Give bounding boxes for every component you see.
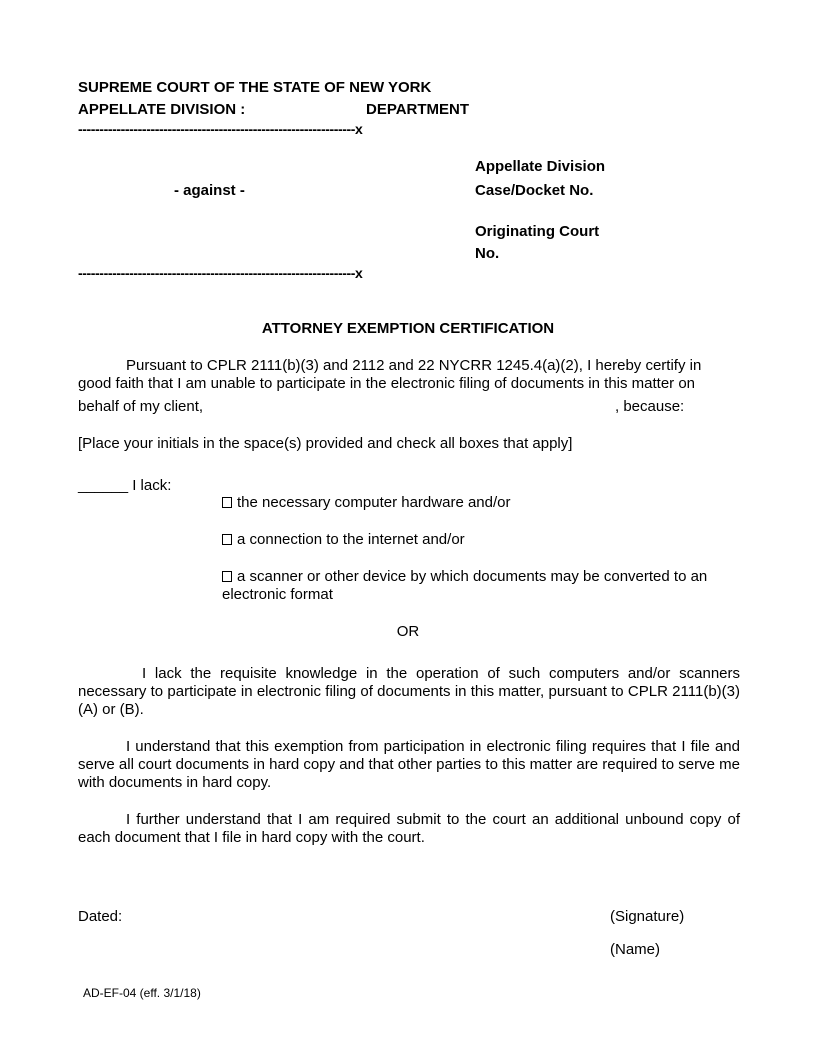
page-title: ATTORNEY EXEMPTION CERTIFICATION — [261, 320, 555, 337]
checkbox-hardware[interactable] — [222, 497, 232, 508]
checkbox-internet[interactable] — [222, 534, 232, 545]
caption-rule-bottom: -----------------------------------------------------------------x — [78, 265, 363, 281]
client-label: behalf of my client, — [78, 398, 204, 415]
understand-paragraph: I understand that this exemption from participation in electronic filing requires that I file and serve all court documents in hard copy and that other parties to this matter are required to serve me with documents in hard copy. — [78, 738, 740, 791]
name-label: (Name) — [610, 941, 661, 958]
further-paragraph: I further understand that I am required submit to the court an additional unbound copy of each document that I file in hard copy with the court. — [78, 811, 740, 846]
intro-line-2: good faith that I am unable to participate in the electronic filing of documents in this matter on — [78, 375, 696, 392]
option-internet-label: a connection to the internet and/or — [237, 531, 465, 548]
option-hardware[interactable] — [222, 494, 510, 511]
intro-line-1: Pursuant to CPLR 2111(b)(3) and 2112 and 22 NYCRR 1245.4(a)(2), I hereby certify in — [126, 357, 702, 374]
instruction-text: [Place your initials in the space(s) provided and check all boxes that apply] — [78, 435, 573, 452]
department-label: DEPARTMENT — [366, 101, 470, 118]
option-scanner-label-cont: electronic format — [222, 586, 333, 603]
knowledge-paragraph: I lack the requisite knowledge in the operation of such computers and/or scanners necessary to participate in electronic filing of documents in this matter, pursuant to CPLR 2111(b)(3)(A) or (B). — [78, 665, 740, 718]
originating-court-line2: No. — [475, 245, 500, 262]
because-label: , because: — [615, 398, 685, 415]
division-label: APPELLATE DIVISION : — [78, 101, 246, 118]
option-internet[interactable] — [222, 531, 465, 548]
initials-lack-label: ______ I lack: — [78, 477, 172, 494]
signature-label: (Signature) — [610, 908, 685, 925]
dated-label: Dated: — [78, 908, 123, 925]
form-id: AD-EF-04 (eff. 3/1/18) — [83, 986, 201, 1000]
option-hardware-label: the necessary computer hardware and/or — [237, 494, 511, 511]
option-scanner[interactable] — [222, 568, 707, 585]
docket-label-line1: Appellate Division — [475, 158, 606, 175]
checkbox-scanner[interactable] — [222, 571, 232, 582]
docket-label-line2: Case/Docket No. — [475, 182, 594, 199]
court-name: SUPREME COURT OF THE STATE OF NEW YORK — [78, 79, 432, 96]
or-divider: OR — [396, 623, 420, 640]
originating-court-line1: Originating Court — [475, 223, 600, 240]
against-label: - against - — [174, 182, 245, 199]
caption-rule-top: -----------------------------------------------------------------x — [78, 121, 363, 137]
option-scanner-label: a scanner or other device by which documents may be converted to an — [237, 568, 708, 585]
